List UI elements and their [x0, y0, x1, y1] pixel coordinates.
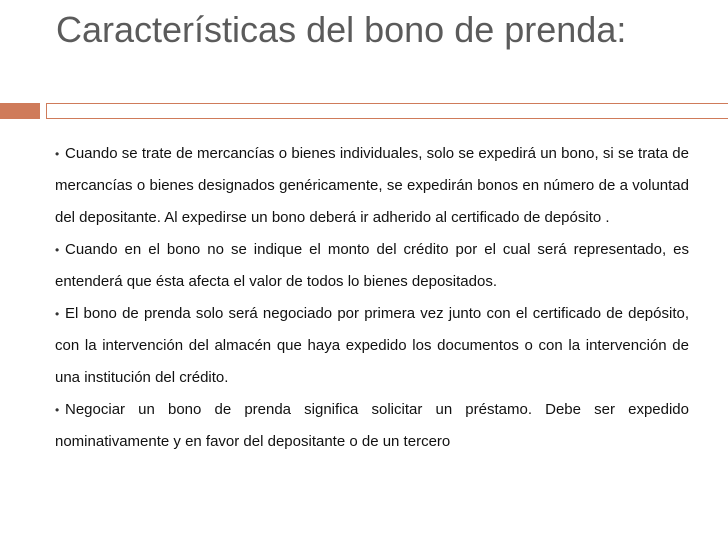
- bullet-item: [55, 234, 689, 298]
- bullet-text: Negociar un bono de prenda significa solicitar un préstamo. Debe ser expedido nominativamente y en favor del depositante o de un tercero: [55, 401, 689, 450]
- bullet-text: El bono de prenda solo será negociado por primera vez junto con el certificado de depósito, con la intervención del almacén que haya expedido los documentos o con la intervención de una institución del crédito.: [55, 305, 689, 386]
- bullet-icon: •: [55, 307, 60, 321]
- bullet-icon: •: [55, 403, 60, 417]
- title-divider: [0, 103, 728, 119]
- bullet-item: [55, 138, 689, 234]
- bullet-icon: •: [55, 243, 60, 257]
- bullet-icon: •: [55, 147, 60, 161]
- divider-outline-bar: [46, 103, 728, 119]
- slide-title: Características del bono de prenda:: [56, 9, 627, 50]
- bullet-text: Cuando en el bono no se indique el monto del crédito por el cual será representado, es entenderá que ésta afecta el valor de todos lo bienes depositados.: [55, 241, 689, 290]
- divider-accent-block: [0, 103, 40, 119]
- bullet-text: Cuando se trate de mercancías o bienes individuales, solo se expedirá un bono, si se trata de mercancías o bienes designados genéricamente, se expedirán bonos en número de a voluntad del depositante. Al expedirse un bono deberá ir adherido al certificado de depósito .: [55, 145, 689, 226]
- bullet-item: [55, 394, 689, 458]
- bullet-item: [55, 298, 689, 394]
- bullet-list: [55, 138, 689, 458]
